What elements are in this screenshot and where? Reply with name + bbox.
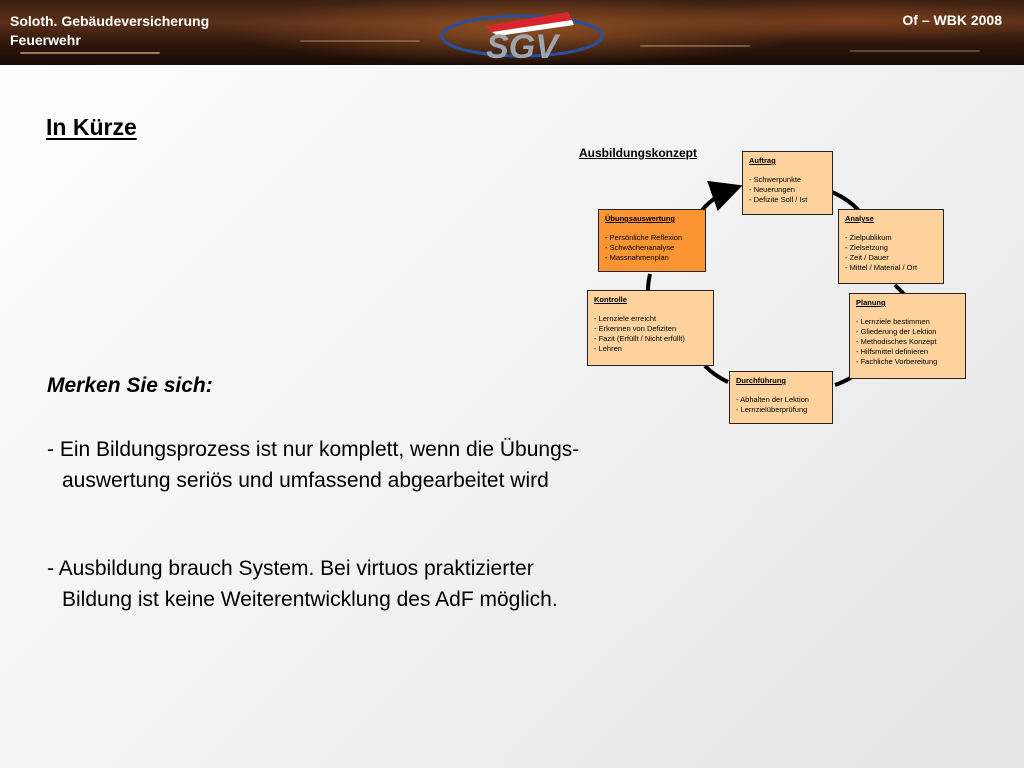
box-title: Planung (856, 298, 886, 307)
header-streak (300, 40, 420, 42)
box-item: - Defizite Soll / Ist (749, 195, 808, 204)
diagram-title: Ausbildungskonzept (579, 146, 697, 160)
box-item: - Erkennen von Defiziten (594, 324, 677, 333)
box-planung (849, 293, 966, 379)
box-item: - Lernzielüberprüfung (736, 405, 808, 414)
box-item: - Schwerpunkte (749, 175, 802, 184)
box-item: - Hilfsmittel definieren (856, 347, 929, 356)
box-item: - Fachliche Vorbereitung (856, 357, 938, 366)
box-title: Übungsauswertung (605, 214, 676, 223)
organization-line-1: Soloth. Gebäudeversicherung (10, 13, 210, 29)
box-item: - Methodisches Konzept (856, 337, 937, 346)
arrow-kontrolle-uebungsauswertung (648, 274, 650, 290)
key-point-line: auswertung seriös und umfassend abgearbeitet wird (62, 469, 549, 492)
box-item: - Lernziele bestimmen (856, 317, 930, 326)
box-uebungsauswertung (598, 209, 706, 272)
header-banner (0, 0, 1024, 65)
key-point-line: - Ausbildung brauch System. Bei virtuos praktizierter (47, 557, 534, 580)
key-point-1 (47, 434, 579, 496)
box-item: - Abhalten der Lektion (736, 395, 809, 404)
box-title: Durchführung (736, 376, 786, 385)
box-item: - Mittel / Material / Ort (845, 263, 918, 272)
page-title: In Kürze (46, 114, 137, 140)
box-item: - Massnahmenplan (605, 253, 669, 262)
box-kontrolle (587, 290, 714, 366)
box-item: - Neuerungen (749, 185, 795, 194)
key-point-line: Bildung ist keine Weiterentwicklung des AdF möglich. (62, 588, 558, 611)
box-item: - Zielpublikum (845, 233, 892, 242)
sgv-logo (440, 4, 605, 62)
key-point-line: - Ein Bildungsprozess ist nur komplett, wenn die Übungs- (47, 438, 580, 461)
arrow-to-auftrag (702, 188, 735, 210)
box-durchfuehrung (729, 371, 833, 424)
header-streak (20, 52, 160, 54)
merken-heading: Merken Sie sich: (47, 374, 213, 397)
key-point-2 (47, 553, 558, 615)
box-item: - Fazit (Erfüllt / Nicht erfüllt) (594, 334, 685, 343)
box-auftrag (742, 151, 833, 215)
organization-name (10, 12, 209, 50)
box-item: - Lernziele erreicht (594, 314, 657, 323)
organization-line-2: Feuerwehr (10, 32, 81, 48)
box-item: - Schwächenanalyse (605, 243, 675, 252)
header-streak (850, 50, 980, 52)
box-title: Auftrag (749, 156, 776, 165)
header-streak (640, 45, 750, 47)
box-item: - Persönliche Reflexion (605, 233, 683, 242)
box-item: - Gliederung der Lektion (856, 327, 937, 336)
box-item: - Lehren (594, 344, 622, 353)
box-item: - Zeit / Dauer (845, 253, 889, 262)
box-analyse (838, 209, 944, 284)
box-item: - Zielsetzung (845, 243, 888, 252)
training-cycle-diagram (560, 140, 1020, 440)
box-title: Analyse (845, 214, 874, 223)
svg-text:SGV: SGV (486, 28, 558, 62)
box-title: Kontrolle (594, 295, 627, 304)
event-label: Of – WBK 2008 (902, 12, 1002, 28)
arrow-durchfuehrung-kontrolle (705, 366, 728, 382)
